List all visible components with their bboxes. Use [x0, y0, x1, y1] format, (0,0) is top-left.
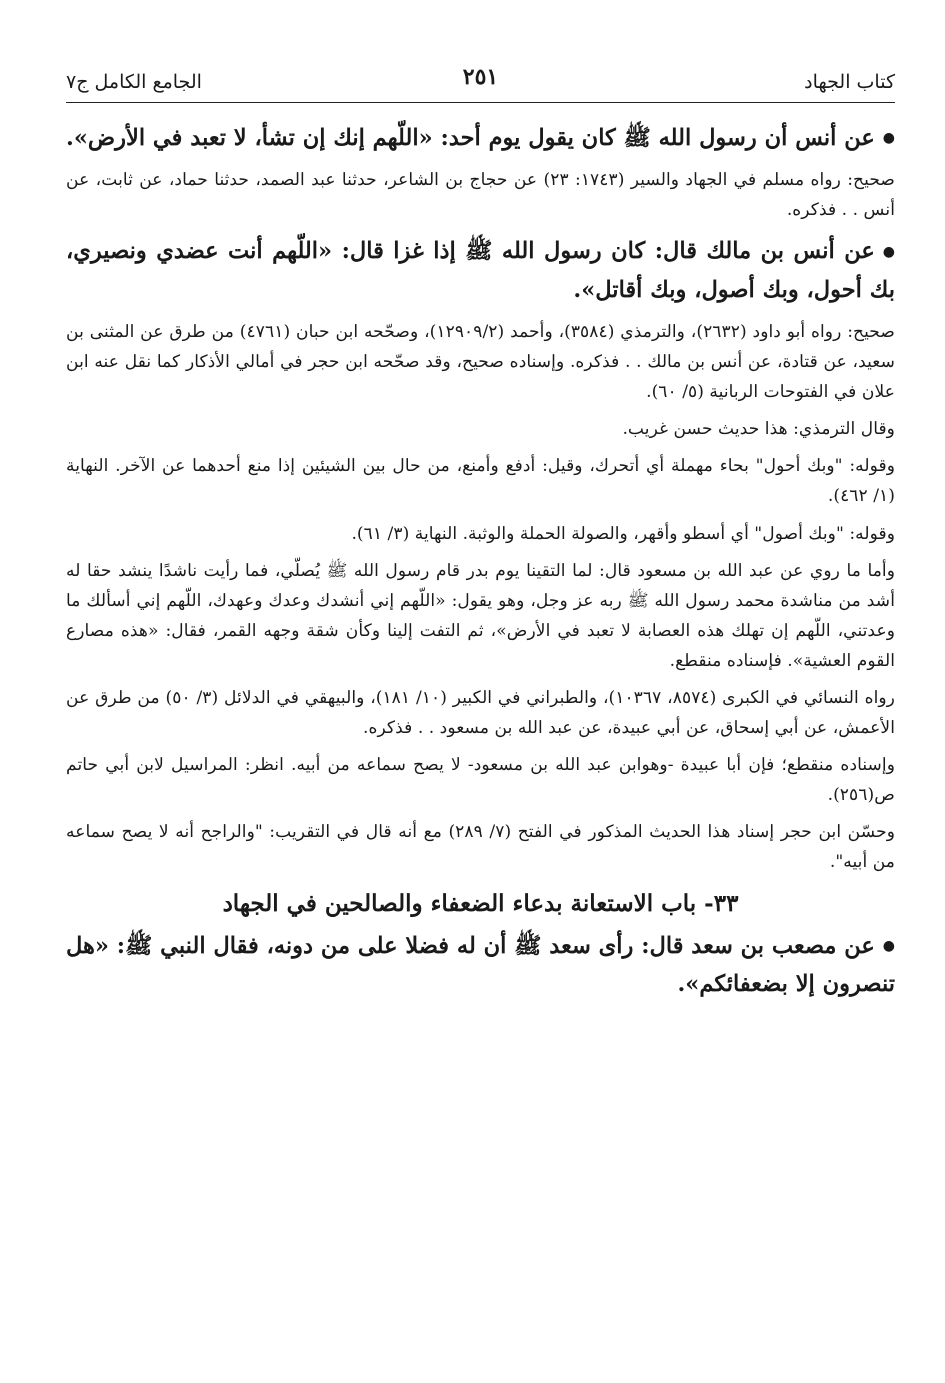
commentary-paragraph: وقوله: "وبك أصول" أي أسطو وأقهر، والصولة الحملة والوثبة. النهاية (٣/ ٦١). — [351, 523, 895, 544]
page-header — [66, 62, 895, 103]
page-number: ٢٥١ — [462, 64, 499, 90]
commentary-paragraph: وأما ما روي عن عبد الله بن مسعود قال: لما التقينا يوم بدر قام رسول الله ﷺ يُصلّي، فما رأيت ناشدًا ينشد حقا له أشد من مناشدة محمد رسول الله ﷺ ربه عز وجل، وهو يقول: «اللّهم إني أنشدك وعدك وعهدك، اللّهم إني أسألك ما وعدتني، اللّهم إن تهلك هذه العصابة لا تعبد في الأرض»، ثم التفت إلينا وكأن شقة وجهه القمر، فقال: «هذه مصارع القوم العشية». فإسناده منقطع. — [66, 560, 895, 671]
bullet-icon: ● — [882, 937, 895, 954]
book-title: كتاب الجهاد — [804, 71, 895, 93]
takhrij-paragraph: صحيح: رواه أبو داود (٢٦٣٢)، والترمذي (٣٥٨٤)، وأحمد (١٢٩٠٩/٢)، وصحّحه ابن حبان (٤٧٦١) من طرق عن المثنى بن سعيد، عن قتادة، عن أنس بن مالك . . فذكره. وإسناده صحيح، وقد صحّحه ابن حجر في أمالي الأذكار كما نقل عنه ابن علان في الفتوحات الربانية (٥/ ٦٠). — [66, 321, 895, 403]
section-heading: ٣٣- باب الاستعانة بدعاء الضعفاء والصالحين في الجهاد — [222, 889, 739, 917]
commentary-paragraph: وقال الترمذي: هذا حديث حسن غريب. — [622, 419, 895, 440]
bullet-icon: ● — [882, 243, 895, 260]
series-title: الجامع الكامل ج٧ — [66, 71, 202, 93]
bullet-icon: ● — [882, 130, 895, 147]
book-page — [66, 62, 895, 1011]
hadith-paragraph: ●عن أنس أن رسول الله ﷺ كان يقول يوم أحد: «اللّهم إنك إن تشأ، لا تعبد في الأرض». — [66, 125, 895, 151]
page-content — [66, 119, 895, 1003]
takhrij-paragraph: رواه النسائي في الكبرى (٨٥٧٤، ١٠٣٦٧)، والطبراني في الكبير (١٠/ ١٨١)، والبيهقي في الدلائل (٣/ ٥٠) من طرق عن الأعمش، عن أبي إسحاق، عن أبي عبيدة، عن عبد الله بن مسعود . . فذكره. — [66, 687, 895, 739]
takhrij-paragraph: صحيح: رواه مسلم في الجهاد والسير (١٧٤٣: ٢٣) عن حجاج بن الشاعر، حدثنا عبد الصمد، حدثنا حماد، عن ثابت، عن أنس . . فذكره. — [66, 170, 896, 221]
commentary-paragraph: وحسّن ابن حجر إسناد هذا الحديث المذكور في الفتح (٧/ ٢٨٩) مع أنه قال في التقريب: "والراجح أنه لا يصح سماعه من أبيه". — [66, 822, 895, 873]
commentary-paragraph: وإسناده منقطع؛ فإن أبا عبيدة -وهوابن عبد الله بن مسعود- لا يصح سماعه من أبيه. انظر: المراسيل لابن أبي حاتم ص(٢٥٦). — [66, 755, 895, 806]
commentary-paragraph: وقوله: "وبك أحول" بحاء مهملة أي أتحرك، وقيل: أدفع وأمنع، من حال بين الشيئين إذا منع أحدهما عن الآخر. النهاية (١/ ٤٦٢). — [66, 456, 895, 507]
hadith-paragraph: ●عن مصعب بن سعد قال: رأى سعد ﷺ أن له فضلا على من دونه، فقال النبي ﷺ: «هل تنصرون إلا بضعفائكم». — [66, 932, 895, 997]
hadith-paragraph: ●عن أنس بن مالك قال: كان رسول الله ﷺ إذا غزا قال: «اللّهم أنت عضدي ونصيري، بك أحول، وبك أصول، وبك أقاتل». — [66, 238, 895, 303]
